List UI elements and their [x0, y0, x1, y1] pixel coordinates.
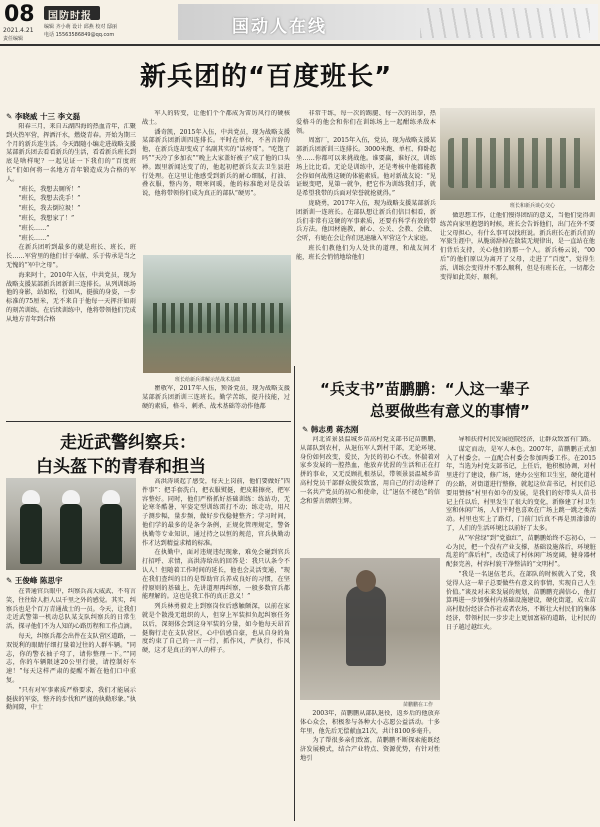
article1-col2 [142, 110, 290, 252]
paragraph: 列兵林勇毅走上到察岗位后感触颇深，以前在家就是个散漫无组织的人，但穿上军装担负起纠察任务以后，深刻体会到这身军装的分量，如今他每天昂首挺胸行走在支队营区，心中倍感自豪，也从自身的角度约束了自己的一言一行，抓作风，严执行，作风硬，这才是真正的军人的样子。 [142, 603, 290, 655]
paragraph: “班长，我想去洗手！” [18, 195, 81, 203]
paragraph: 班长们教他们为人处世的道理，和战友间才能，班长会悄悄地给他们 [296, 244, 436, 261]
paragraph: 军人的转变，让他们个个都成为雷厉风行的硬核战士。 [142, 110, 290, 126]
paragraph: 导和扶持村民发展庭院经济，让群众致富有门路。 [458, 436, 595, 443]
photo-military-police [6, 478, 136, 570]
staff-line: 编辑 齐小萌 设计 邱燕 校对 邸丽 [44, 24, 117, 30]
paragraph: “只有对军事素质严格要求，我们才能展示挺拔的军姿，整齐的步伐和严谨的执勤形象。”执勤间隙，中士 [6, 686, 136, 712]
article2-byline [302, 424, 359, 435]
divider [6, 421, 291, 422]
paragraph: 阳春三月，来自五湖四海的热血青年，汇聚到火热军营，挥洒汗水，燃烧青春。开始为期三个月的新兵连生活。今天跟随小编走进战略支援某部新兵团去看看新兵的生活，看看新兵班长到底是啥样呢？一起见证一下我们的“百度班长”们如何将一名地方青年锻造成为合格的军人。 [6, 123, 136, 183]
article1-col1 [6, 123, 136, 405]
photo-heart-talk [440, 108, 595, 200]
paragraph: 从“军营绿”到“党旗红”，苗鹏鹏始终不忘初心，一心为民，把一个没有产业支撑，基础设施落后，环境脏乱差的“落后村”，改造成了村休闲广场宽阔，健身器材配套完善，村容村貌干净整洁的“文明村”。 [446, 534, 596, 569]
article3-byline-text: 王俊峰 陈思宇 [14, 576, 63, 585]
article3-title-line2: 白头盔下的青春和担当 [36, 457, 206, 477]
contact-line: 电话 15563586849@qq.com [44, 32, 115, 38]
paragraph: 非常干练，每一次的踢腿、每一次的出拳，热爱格斗的他会和你们在训练场上一起酣练杀敌本领。 [296, 110, 436, 135]
paragraph: 海来阿十，2010年入伍，中共党员，现为战略支援某部新兵团新训三连排长。从列训练场他的身影，站如松，行如风，挺拔的身姿，一步标准的75厘米，无不来自于他每一天挥汗如雨的刻苦训练。在后续训练中，他将带领他们完成从地方青年到合格 [6, 271, 136, 323]
page-number: 08 [4, 2, 35, 27]
editor-label: 责任编辑 [3, 36, 24, 42]
article1-byline [6, 111, 80, 122]
photo-caption: 班长给新兵讲解示范战术基础 [175, 377, 241, 383]
article2-col2 [446, 436, 596, 822]
paragraph: 每天，纠察兵都会出件在支队营区道路，一双锐利的眼睛仔细打量着过往的人群车辆。“同志，你的警衣袖子弯了，请你整理一下。”“同志，你的车辆限速20公里行驶，请控制好车速！”每天这样严肃的提醒不断在他们口中重复。 [6, 632, 136, 684]
paragraph: “班长，我想家了！” [18, 214, 75, 222]
paragraph: 在新兵团听到最多的就是班长、班长、班长……军营里的他们甘于奉献、乐于传承是当之无愧的“军中之母”。 [6, 244, 136, 269]
paragraph: 2003年，苗鹏鹏从部队退役，返乡后的他放弃体心众会，积极参与各种大小志愿公益活动。十多年里，他先后无偿献血21次，共计8100多毫升。 [300, 710, 440, 735]
paragraph: 庞晓勇，2017年入伍，现为战略支援某部新兵团新训一连班长。在部队想让新兵们信目相看，新兵们非常有这硬的军事素质，还要有科学有效的带兵方法。他因材施教，耐心、公关、会教、会做、会听，有她在会让你们迅速融入军营这个大家庭。 [296, 199, 436, 243]
photo-training-demo [143, 255, 291, 373]
article2-byline-text: 韩志勇 蒋杰刚 [310, 425, 359, 434]
photo-caption: 班长和新兵谈心交心 [510, 203, 556, 209]
paragraph: 为了帮很多亲们致富，苗鹏鹏不断探索能既经济发展模式，结合产业特点、资源优势，有针对性地引 [300, 737, 440, 762]
photo-miao-working [300, 558, 440, 700]
paragraph: 高洪涛谈起了感受，每天上岗前，他们要做好“四件事”：把手套洗白，把衣服熨挺，把皮鞋擦亮，把军容整好。同时，他们严格抓好基础训练：练站功，无论寒冬酷暑，军姿定型训练雷打不动；练走功，用尺子测步幅，量步频，做好步伐稳健整齐；学习时间，他们学的最多的是条令条例，正规化管理规定，警备执勤等专业知识，通过持之以恒的规范，官兵执勤动作才达到精益求精的标准。 [142, 478, 290, 547]
paragraph: “班长……” [18, 234, 50, 242]
article1-byline-text: 李晓威 十三 李文磊 [14, 112, 81, 121]
paragraph: 在执勤中，面对违规违纪现象，难免会碰到官兵打招呼、求情，高洪涛给出的回答是：我只认条令不认人！但随着工作时间的延长，他也会灵活变通，“现在我们查纠的目的是帮助官兵养成良好的习惯，在坚持原则的基础上，先讲道理再纠察，一般多数官兵都能理解的。这也是我工作的真正意义！” [142, 549, 290, 601]
issue-date: 2021.4.21 [3, 27, 34, 34]
paper-name: 国防时报 [48, 11, 92, 22]
paragraph: 河北省景县温城乡苗高村党支部书记苗鹏鹏，从部队到农村，从退伍军人到村干部，无论环境、身份如何改变，爱民，为民的初心不改。怀揣着对家乡发展的一腔热血，他放弃优渥的生活和正在打拼的事业，又无反顾扎根基层，带领景县温城乡苗高村党员干部群众脱贫致富，用自己的行动诠释了一名共产党员的初心和使命，让“退伍不褪色”的信念和誓言熠熠生辉。 [300, 436, 440, 505]
article1-col4 [440, 212, 595, 362]
paragraph: 周富厂，2015年入伍，党员，现为战略支援某部新兵团新训三连排长。3000米跑、单杠、仰卧起坐……你都可以来挑战他。谁要赢，谁好汉，训练场上比比看。无论是训练中，还是考核中他都能教会你如何战胜这硬的体能素质。他对新战友说：“见证蜕变吧，见第一就争，把它作为训练我们手，就是希望我带的兵面对荣誉就抢就得。” [296, 137, 436, 198]
photo-caption: 苗鹏鹏在工作 [403, 702, 434, 708]
article1-col2b [142, 385, 290, 421]
paragraph: 做思想工作，让他们慢得团结的意义，当他们觉得训练苦向家里抱怨的时候，班长会告诉他们，出门在外不要让父母担心，有什么事可以找班说。新兵班长在新兵们的军旅生涯中，从脆弱辞掉在散装无规律出，是一直站在他们背后支持，关心他们的那一个人。新兵杨云说，“00后”的他们原以为离开了父母，走进了“百度”，觉得生活、训练会变得并不那么顺利，但是有班长在，一切都会变得如此美好、顺利。 [440, 212, 595, 281]
masthead [0, 0, 600, 44]
section-title: 国动人在线 [232, 17, 327, 37]
article2-title-line1: “兵支书”苗鹏鹏：“人这一辈子 [320, 380, 530, 398]
masthead-rule [0, 44, 600, 46]
article3-byline [6, 575, 63, 586]
paragraph: 潘奇凯，2015年入伍，中共党员，现为战略支援某部新兵团新训四连排长。平时在单位，不善言辞的他，在新兵连却变成了名副其实的“话痨哥”。“吃饱了吗”“天冷了多加衣”“晚上大家盖好被子”成了他的口头禅。跟里新闻达变了的，他起初把新兵友去卫生县进行处理。在这里让他感受到新兵的耐心细腻，打油、叠衣服，整内务，喂寒问暖，他的标准绝对是没话说，他将带领你们成为真正的部队“硬男”。 [142, 128, 290, 198]
decorative-art [420, 8, 590, 38]
pen-icon: ✎ [6, 576, 13, 585]
article3-title-line1: 走近武警纠察兵： [60, 433, 196, 453]
pen-icon: ✎ [302, 425, 309, 434]
article1-col3 [296, 110, 436, 370]
pen-icon: ✎ [6, 112, 13, 121]
article1-title: 新兵团的“百度班长” [140, 62, 393, 92]
paragraph: “班长，我去倒垃圾！” [18, 205, 81, 213]
article2-col1b [300, 710, 440, 822]
paragraph: “我是一名退伍老兵，在部队的时候就入了党，我觉得人这一辈子总要做些有意义的事情，实现自己人生价值。”谈及对未来发展的规划，苗鹏鹏充满信心，他打算再进一步加强村内基础设施建设，硬化街道，成立苗高村股份经济合作社或者农场，不断壮大村民们的集体经济，带领村民一步步走上更加富裕的道路，让村民的日子越过越红火。 [446, 570, 596, 631]
paragraph: 瞿敬军，2017年入伍，预备党员，现为战略支援某部新兵团新训三连班长。勤学苦练，提升技能，过硬的素质，格斗、刺杀、战术基础等动作他都 [142, 385, 290, 410]
divider [294, 366, 295, 821]
article2-col1 [300, 436, 440, 554]
article2-title-line2: 总要做些有意义的事情” [370, 402, 530, 420]
article3-col1 [6, 588, 136, 822]
paragraph: “班长……” [18, 224, 50, 232]
article3-col2 [142, 478, 290, 822]
paragraph: 谋定而动，是军人本色。2007年，苗鹏鹏正式加入了村委会。一直配合村委会参加两委工作。在2015年，当选为村党支部书记，上任后，他积极协调，对村里进行了建设，修广场，建办公室和卫生室，硬化道村的公路，对街道进行整修，就起这位苗书记，村民们总要用赞扬“村里有如今的发展，是我们的好带头人苗书记上任以后，村里发生了很大的变化，新修建了村卫生室和休闲广场，人们平时也喜欢在广场上跳一跳之类活动。村里也实上了路灯，门前门后真不再是黑漆漆的了，人们的生活环境比以前好了太多。 [446, 445, 596, 532]
paragraph: 在普通官兵眼中，纠察兵高大威武、不苟言笑，往往给人拒人以千里之外的感觉。其实，纠察兵也是个百万青通战士的一员。今天，让我们走近武警第一机动总队某支队纠察兵的日常生活，探寻他们不为人知的心路历程和工作点滴。 [6, 588, 136, 631]
paragraph: “班长，我想去厕所！” [18, 185, 81, 193]
